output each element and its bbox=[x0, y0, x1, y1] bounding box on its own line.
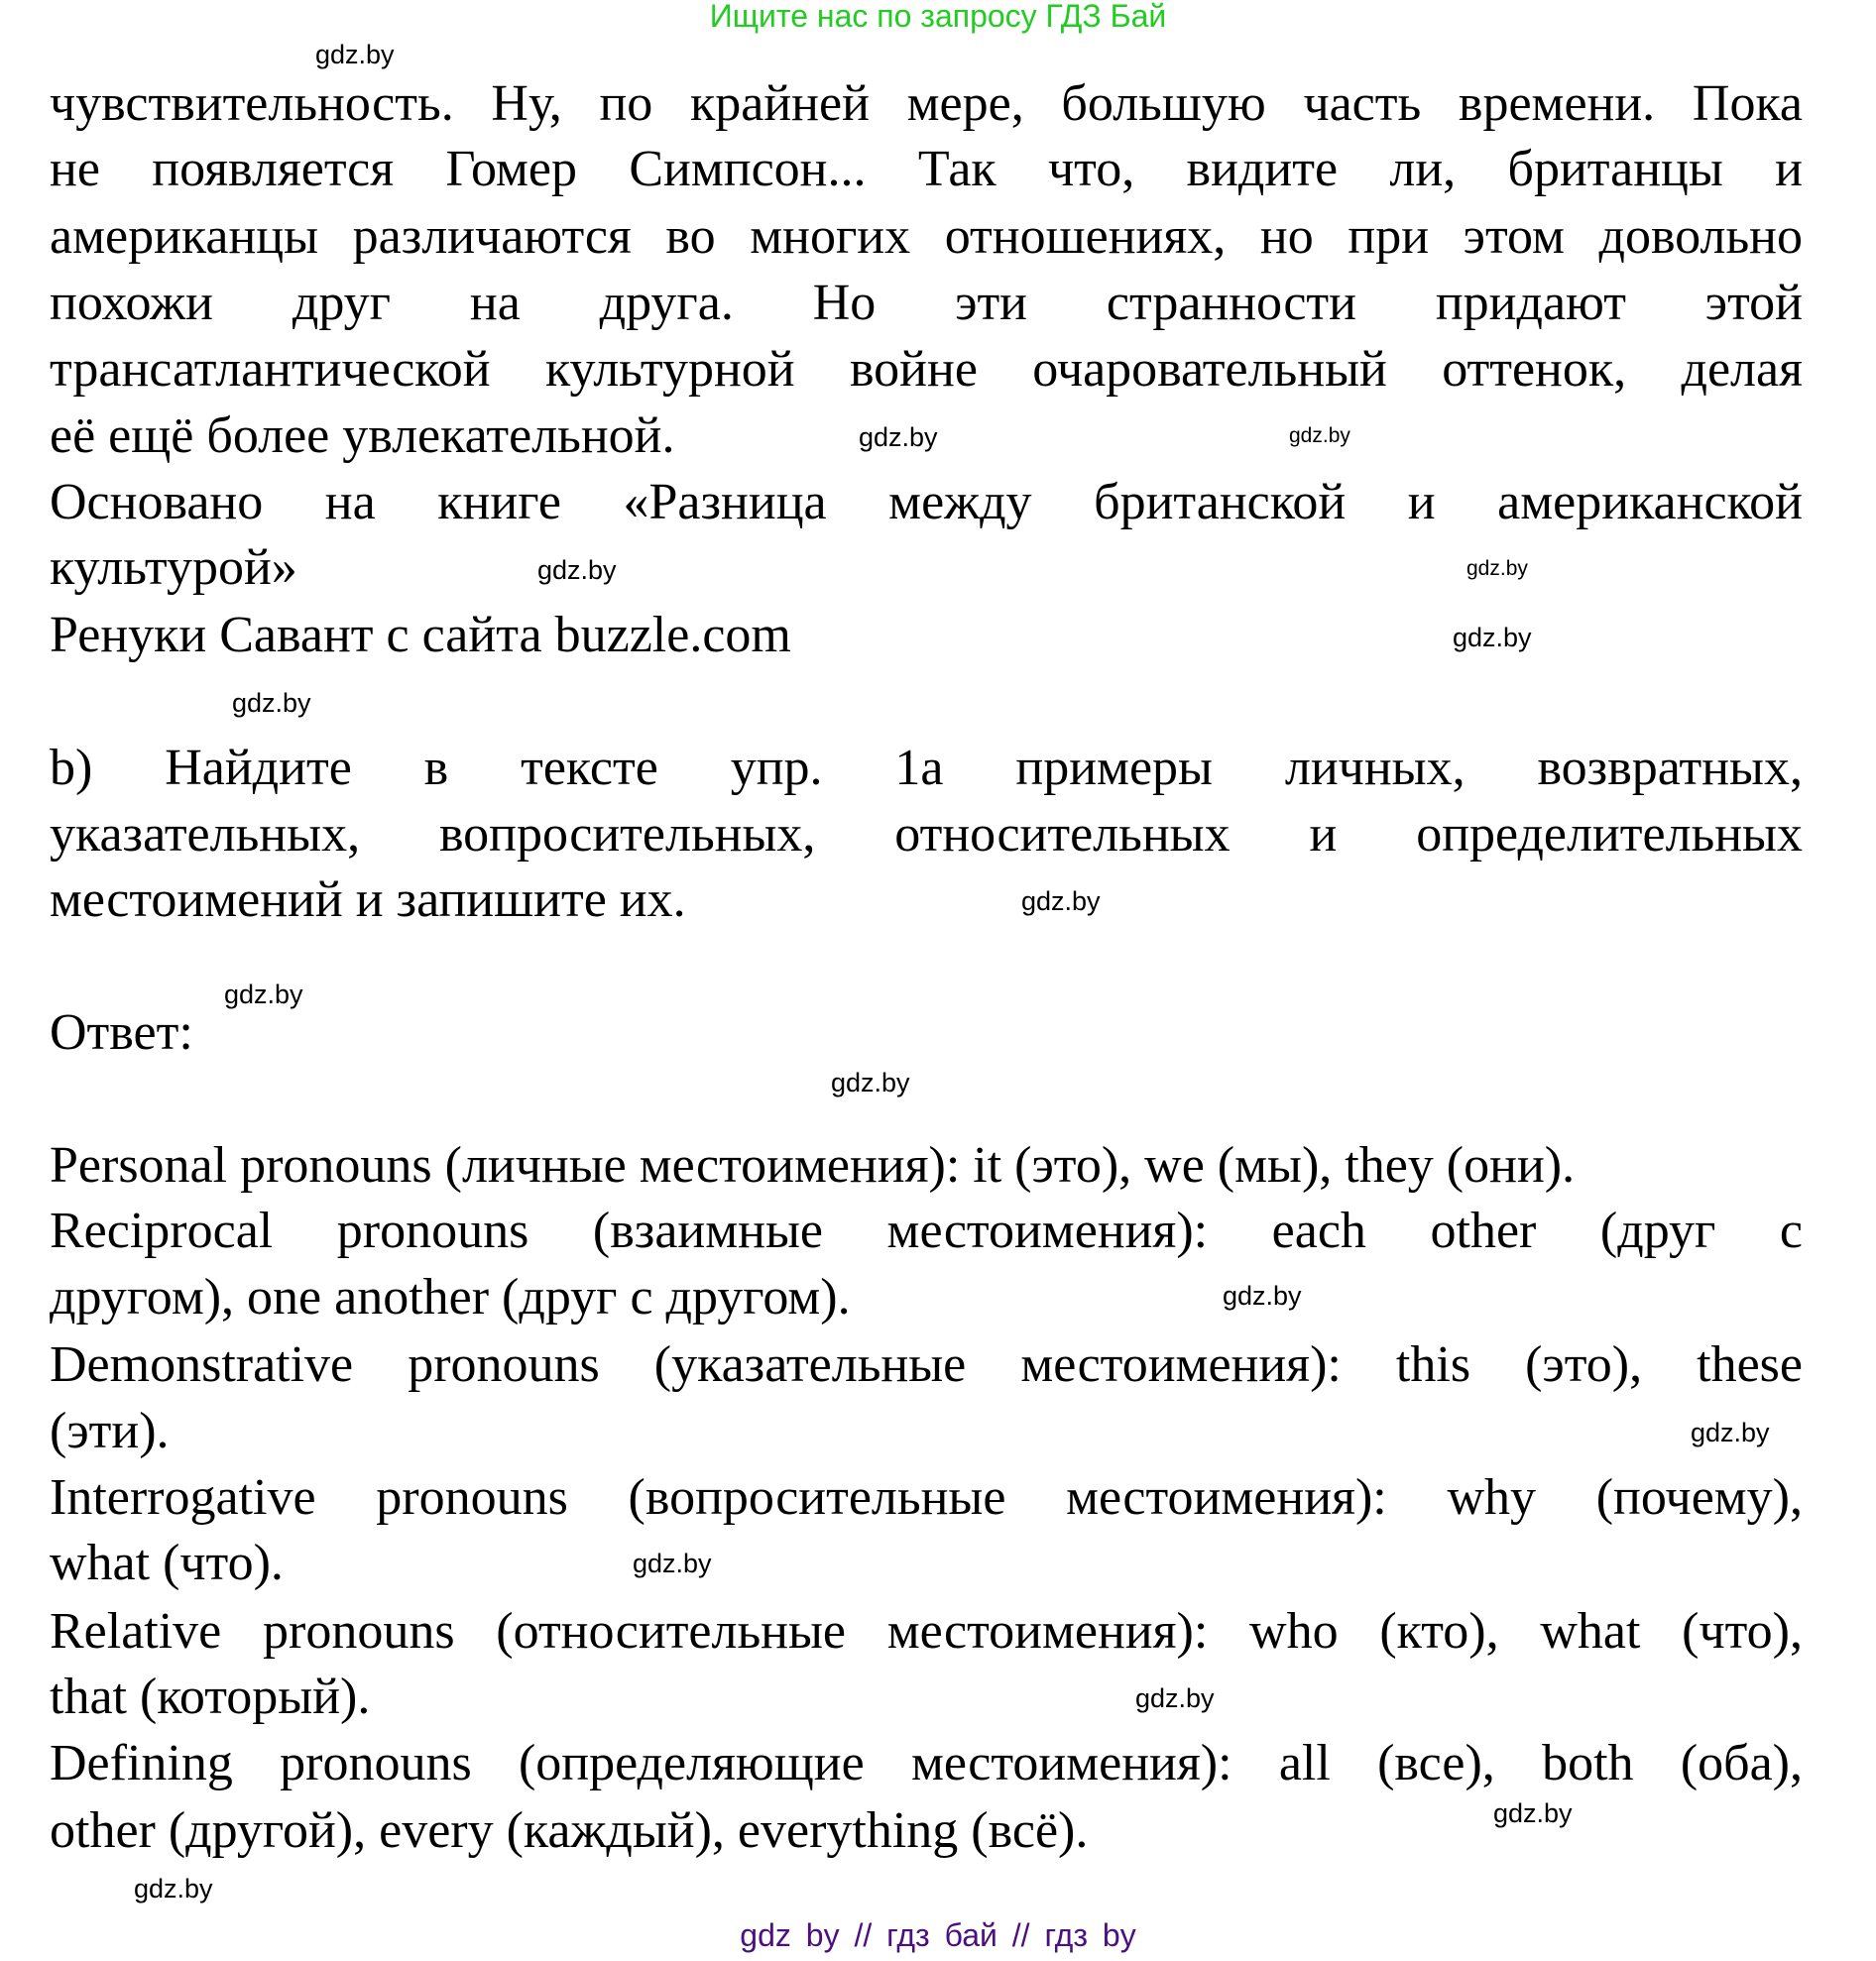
watermark: gdz.by bbox=[1466, 557, 1528, 580]
text-line: другом), one another (друг с другом). bbox=[50, 1269, 851, 1326]
text-line: (эти). bbox=[50, 1403, 170, 1459]
text-line: that (который). bbox=[50, 1669, 371, 1725]
watermark: gdz.by bbox=[224, 980, 303, 1009]
text-line: Defining pronouns (определяющие местоимения): all (все), both (оба), bbox=[50, 1736, 1803, 1791]
text-line: Основано на книге «Разница между британской и американской bbox=[50, 475, 1803, 530]
watermark: gdz.by bbox=[1021, 886, 1101, 916]
text-line: не появляется Гомер Симпсон... Так что, видите ли, британцы и bbox=[50, 142, 1803, 197]
text-line: указательных, вопросительных, относительных и определительных bbox=[50, 807, 1803, 863]
text-line: what (что). bbox=[50, 1535, 284, 1591]
text-line: её ещё более увлекательной. bbox=[50, 407, 675, 464]
watermark: gdz.by bbox=[1493, 1798, 1573, 1828]
text-line: Reciprocal pronouns (взаимные местоимения): each other (друг с bbox=[50, 1204, 1803, 1259]
watermark: gdz.by bbox=[1691, 1418, 1770, 1447]
watermark: gdz.by bbox=[537, 555, 617, 585]
watermark: gdz.by bbox=[859, 422, 938, 452]
text-line: Personal pronouns (личные местоимения): it (это), we (мы), they (они). bbox=[50, 1137, 1576, 1194]
watermark: gdz.by bbox=[134, 1874, 213, 1903]
text-line: other (другой), every (каждый), everything (всё). bbox=[50, 1802, 1089, 1859]
search-hint-banner: Ищите нас по запросу ГДЗ Бай bbox=[709, 0, 1167, 34]
text-line: чувствительность. Ну, по крайней мере, большую часть времени. Пока bbox=[50, 76, 1803, 132]
text-line: местоимений и запишите их. bbox=[50, 871, 686, 928]
text-line: Ответ: bbox=[50, 1004, 193, 1061]
text-line: b) Найдите в тексте упр. 1а примеры личных, возвратных, bbox=[50, 741, 1803, 796]
text-line: Ренуки Савант с сайта buzzle.com bbox=[50, 607, 791, 663]
watermark: gdz.by bbox=[1453, 623, 1532, 652]
watermark: gdz.by bbox=[315, 40, 395, 69]
text-line: похожи друг на друга. Но эти странности придают этой bbox=[50, 276, 1803, 331]
text-line: американцы различаются во многих отношениях, но при этом довольно bbox=[50, 209, 1803, 265]
footer-links[interactable]: gdz by // гдз бай // гдз by bbox=[740, 1917, 1136, 1953]
watermark: gdz.by bbox=[633, 1549, 712, 1578]
watermark: gdz.by bbox=[1223, 1281, 1302, 1311]
watermark: gdz.by bbox=[831, 1068, 910, 1097]
text-line: Interrogative pronouns (вопросительные местоимения): why (почему), bbox=[50, 1470, 1803, 1526]
text-line: Relative pronouns (относительные местоимения): who (кто), what (что), bbox=[50, 1604, 1803, 1660]
text-line: Demonstrative pronouns (указательные местоимения): this (это), these bbox=[50, 1337, 1803, 1393]
text-line: культурой» bbox=[50, 539, 297, 596]
watermark: gdz.by bbox=[1135, 1683, 1215, 1713]
watermark: gdz.by bbox=[1289, 424, 1350, 447]
watermark: gdz.by bbox=[232, 688, 311, 718]
text-line: трансатлантической культурной войне очаровательный оттенок, делая bbox=[50, 342, 1803, 398]
